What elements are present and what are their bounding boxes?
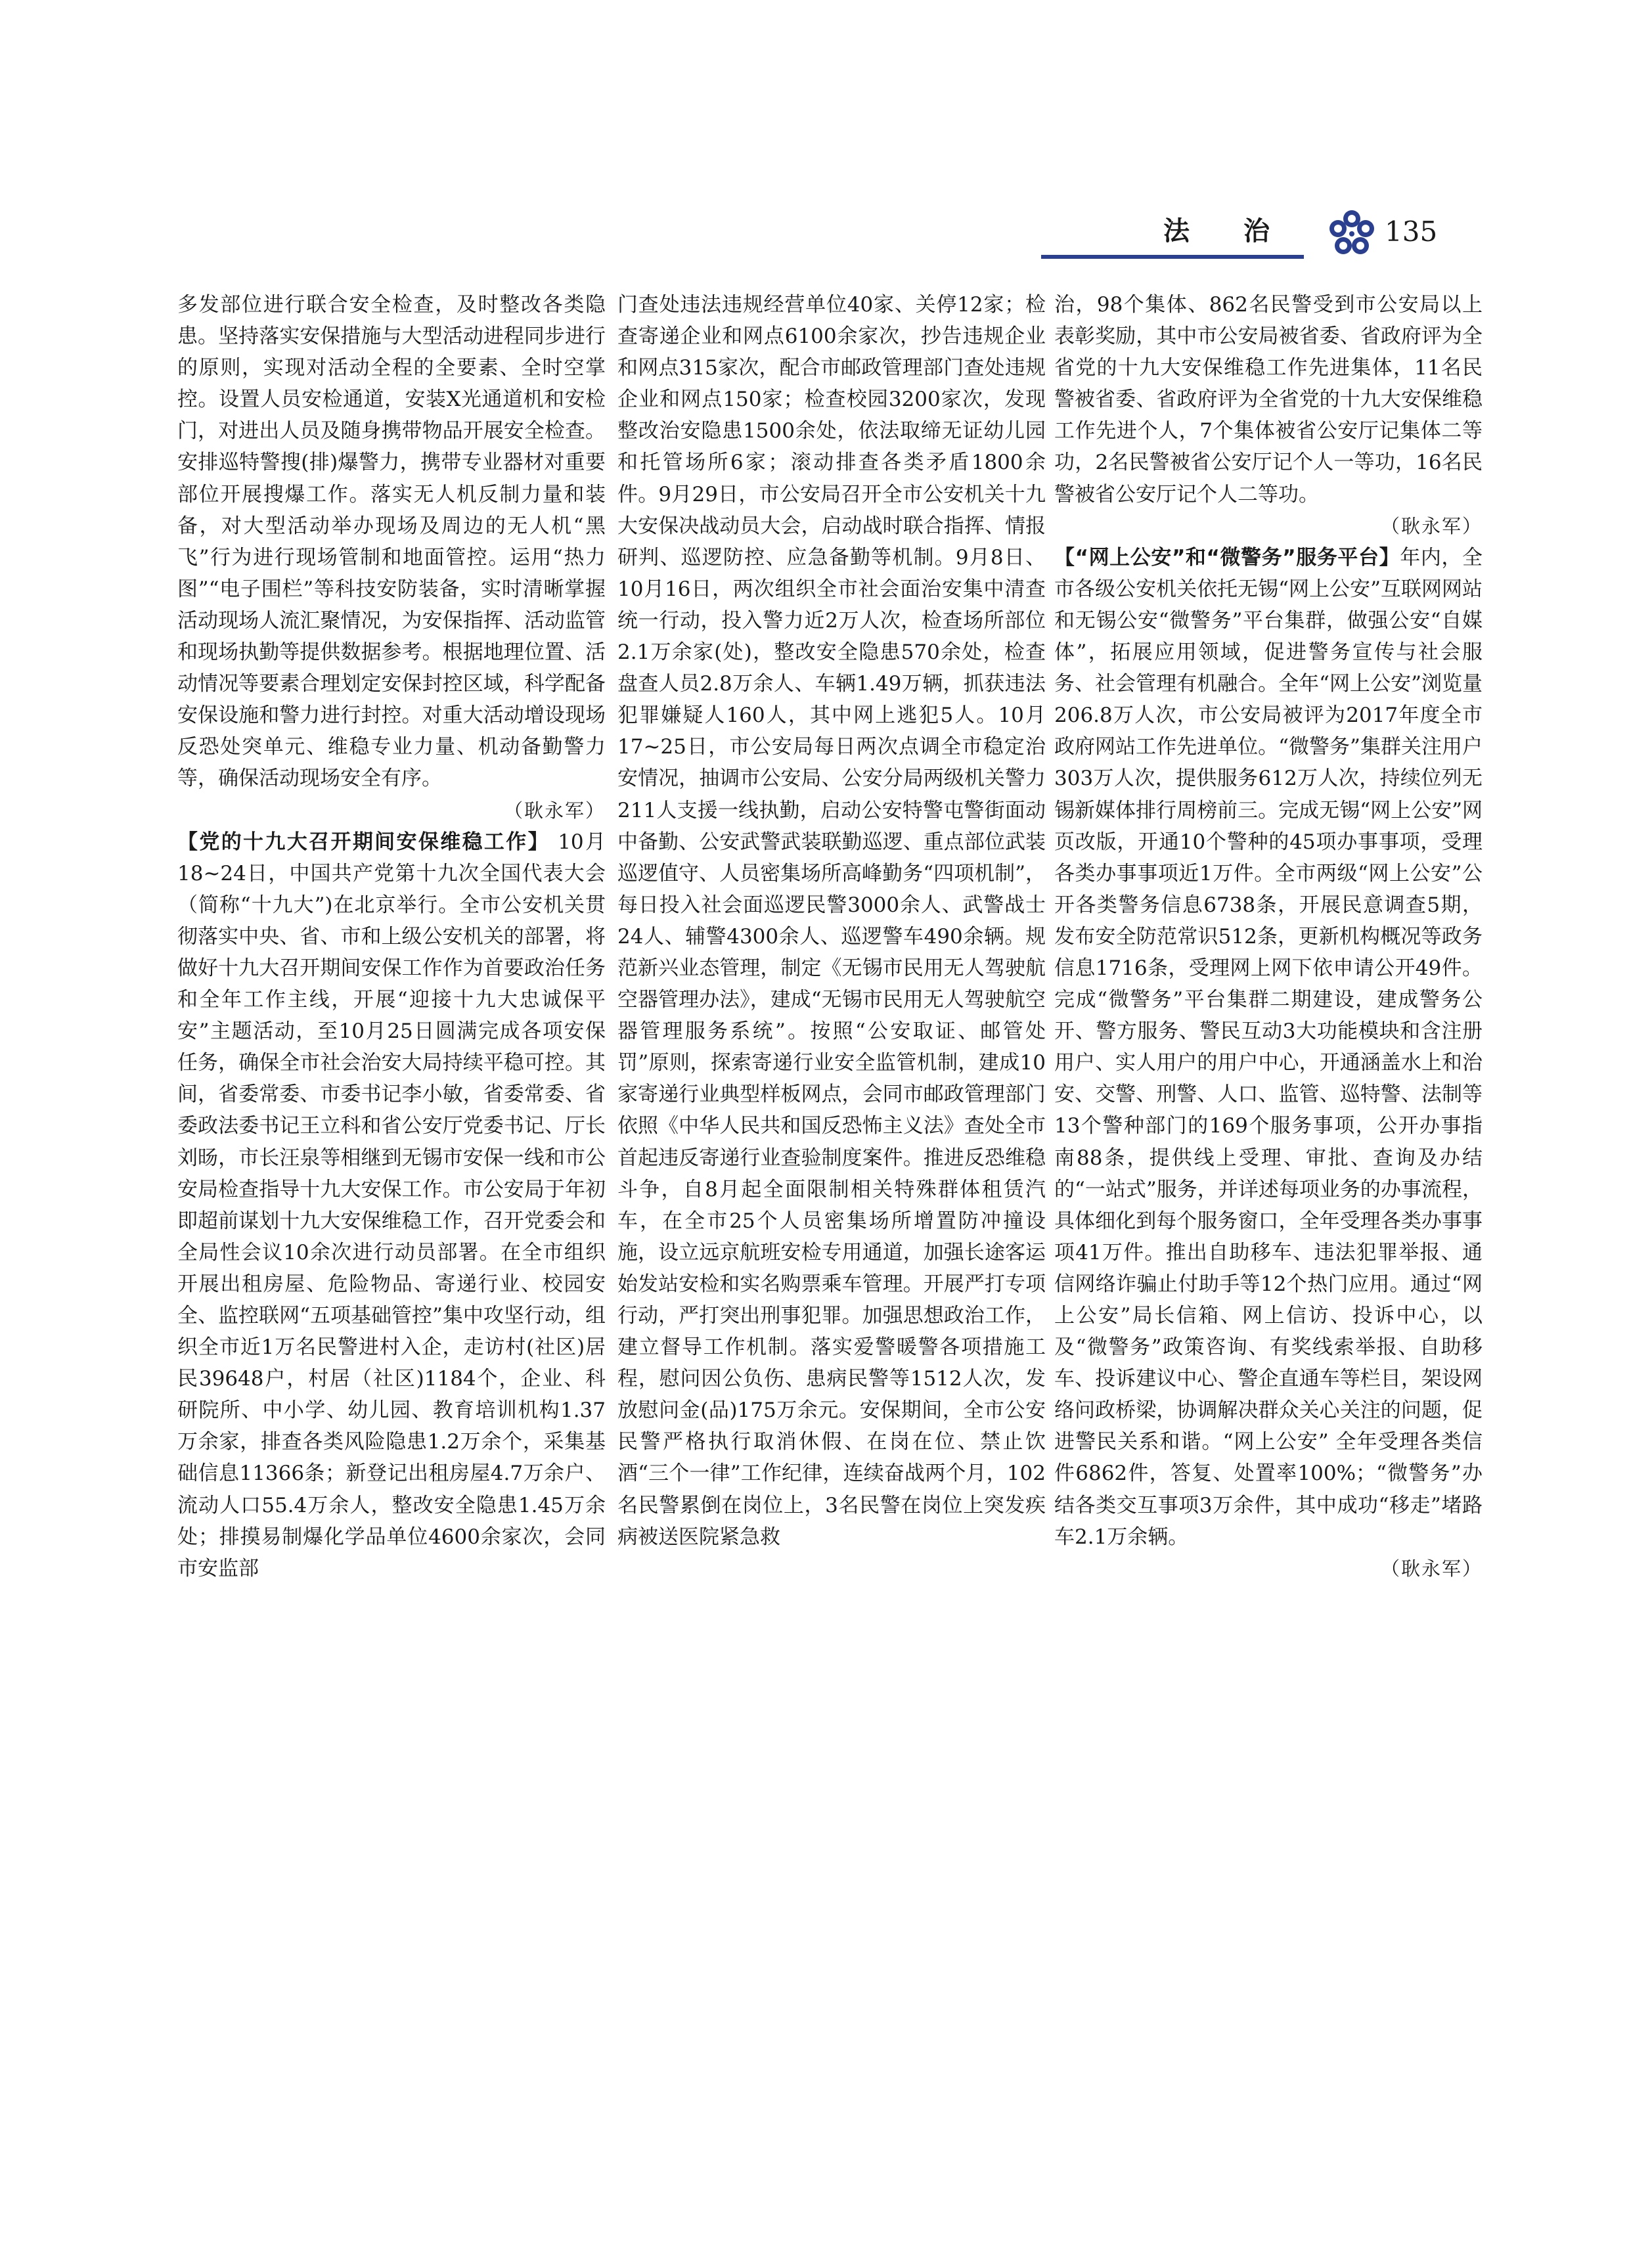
entry-text: 年内，全市各级公安机关依托无锡“网上公安”互联网网站和无锡公安“微警务”平台集群，做强公安“自媒体”，拓展应用领域，促进警务宣传与社会服务、社会管理有机融合。全年“网上公安”浏览量206.8万人次，市公安局被评为2017年度全市政府网站工作先进单位。“微警务”集群关注用户303万人次，提供服务612万人次，持续位列无锡新媒体排行周榜前三。完成无锡“网上公安”网页改版，开通10个警种的45项办事事项，受理各类办事事项近1万件。全市两级“网上公安”公开各类警务信息6738条，开展民意调查5期，发布安全防范常识512条，更新机构概况等政务信息1716条，受理网上网下依申请公开49件。完成“微警务”平台集群二期建设，建成警务公开、警方服务、警民互动3大功能模块和含注册用户、实人用户的用户中心，开通涵盖水上和治安、交警、刑警、人口、监管、巡特警、法制等13个警种部门的169个服务事项，公开办事指南88条，提供线上受理、审批、查询及办结的“一站式”服务，并详述每项业务的办事流程，具体细化到每个服务窗口，全年受理各类办事事项41万件。推出自助移车、违法犯罪举报、通信网络诈骗止付助手等12个热门应用。通过“网上公安”局长信箱、网上信访、投诉中心，以及“微警务”政策咨询、有奖线索举报、自助移车、投诉建议中心、警企直通车等栏目，架设网络问政桥梁，协调解决群众关心关注的问题，促进警民关系和谐。“网上公安” 全年受理各类信件6862件，答复、处置率100%；“微警务”办结各类交互事项3万余件，其中成功“移走”堵路车2.1万余辆。: [1054, 545, 1483, 1549]
section-title: 法 治: [1163, 215, 1292, 246]
entry-title: 【党的十九大召开期间安保维稳工作】: [177, 830, 550, 854]
paragraph: 门查处违法违规经营单位40家、关停12家；检查寄递企业和网点6100余家次，抄告违规企业和网点315家次，配合市邮政管理部门查处违规企业和网点150家；检查校园3200家次，发现整改治安隐患1500余处，依法取缔无证幼儿园和托管场所6家；滚动排查各类矛盾1800余件。9月29日，市公安局召开全市公安机关十九大安保决战动员大会，启动战时联合指挥、情报研判、巡逻防控、应急备勤等机制。9月8日、10月16日，两次组织全市社会面治安集中清查统一行动，投入警力近2万人次，检查场所部位2.1万余家(处)，整改安全隐患570余处，检查盘查人员2.8万余人、车辆1.49万辆，抓获违法犯罪嫌疑人160人，其中网上逃犯5人。10月17~25日，市公安局每日两次点调全市稳定治安情况，抽调市公安局、公安分局两级机关警力211人支援一线执勤，启动公安特警屯警街面动中备勤、公安武警武装联勤巡逻、重点部位武装巡逻值守、人员密集场所高峰勤务“四项机制”，每日投入社会面巡逻民警3000余人、武警战士24人、辅警4300余人、巡逻警车490余辆。规范新兴业态管理，制定《无锡市民用无人驾驶航空器管理办法》，建成“无锡市民用无人驾驶航空器管理服务系统”。按照“公安取证、邮管处罚”原则，探索寄递行业安全监管机制，建成10家寄递行业典型样板网点，会同市邮政管理部门依照《中华人民共和国反恐怖主义法》查处全市首起违反寄递行业查验制度案件。推进反恐维稳斗争，自8月起全面限制相关特殊群体租赁汽车，在全市25个人员密集场所增置防冲撞设施，设立远京航班安检专用通道，加强长途客运始发站安检和实名购票乘车管理。开展严打专项行动，严打突出刑事犯罪。加强思想政治工作，建立督导工作机制。落实爱警暖警各项措施工程，慰问因公负伤、患病民警等1512人次，发放慰问金(品)175万余元。安保期间，全市公安民警严格执行取消休假、在岗在位、禁止饮酒“三个一律”工作纪律，连续奋战两个月，102名民警累倒在岗位上，3名民警在岗位上突发疾病被送医院紧急救: [617, 293, 1046, 1549]
entry-paragraph: [1054, 542, 1483, 1553]
entry-paragraph: [177, 826, 606, 1584]
page-number: 135: [1385, 215, 1438, 248]
text-column-2: [617, 289, 1046, 2227]
text-column-1: [177, 289, 606, 2227]
wuxi-flower-emblem-icon: [1326, 208, 1378, 260]
author-credit: （耿永军）: [1380, 514, 1483, 537]
author-credit: （耿永军）: [1380, 1557, 1483, 1580]
paragraph: 治，98个集体、862名民警受到市公安局以上表彰奖励，其中市公安局被省委、省政府评为全省党的十九大安保维稳工作先进集体，11名民警被省委、省政府评为全省党的十九大安保维稳工作先进个人，7个集体被省公安厅记集体二等功，2名民警被省公安厅记个人一等功，16名民警被省公安厅记个人二等功。: [1054, 293, 1483, 506]
text-column-3: [1054, 289, 1483, 2227]
header-rule: [1041, 255, 1304, 259]
author-credit: （耿永军）: [503, 799, 606, 822]
entry-title: 【“网上公安”和“微警务”服务平台】: [1054, 545, 1400, 570]
paragraph: 多发部位进行联合安全检查，及时整改各类隐患。坚持落实安保措施与大型活动进程同步进行的原则，实现对活动全程的全要素、全时空掌控。设置人员安检通道，安装X光通道机和安检门，对进出人员及随身携带物品开展安全检查。安排巡特警搜(排)爆警力，携带专业器材对重要部位开展搜爆工作。落实无人机反制力量和装备，对大型活动举办现场及周边的无人机“黑飞”行为进行现场管制和地面管控。运用“热力图”“电子围栏”等科技安防装备，实时清晰掌握活动现场人流汇聚情况，为安保指挥、活动监管和现场执勤等提供数据参考。根据地理位置、活动情况等要素合理划定安保封控区域，科学配备安保设施和警力进行封控。对重大活动增设现场反恐处突单元、维稳专业力量、机动备勤警力等，确保活动现场安全有序。: [177, 293, 606, 791]
entry-text: 10月18~24日，中国共产党第十九次全国代表大会（简称“十九大”)在北京举行。全市公安机关贯彻落实中央、省、市和上级公安机关的部署，将做好十九大召开期间安保工作作为首要政治任务和全年工作主线，开展“迎接十九大忠诚保平安”主题活动，至10月25日圆满完成各项安保任务，确保全市社会治安大局持续平稳可控。其间，省委常委、市委书记李小敏，省委常委、省委政法委书记王立科和省公安厅党委书记、厅长刘旸，市长汪泉等相继到无锡市安保一线和市公安局检查指导十九大安保工作。市公安局于年初即超前谋划十九大安保维稳工作，召开党委会和全局性会议10余次进行动员部署。在全市组织开展出租房屋、危险物品、寄递行业、校园安全、监控联网“五项基础管控”集中攻坚行动，组织全市近1万名民警进村入企，走访村(社区)居民39648户，村居（社区)1184个，企业、科研院所、中小学、幼儿园、教育培训机构1.37万余家，排查各类风险隐患1.2万余个，采集基础信息11366条；新登记出租房屋4.7万余户、流动人口55.4万余人，整改安全隐患1.45万余处；排摸易制爆化学品单位4600余家次，会同市安监部: [177, 830, 606, 1580]
